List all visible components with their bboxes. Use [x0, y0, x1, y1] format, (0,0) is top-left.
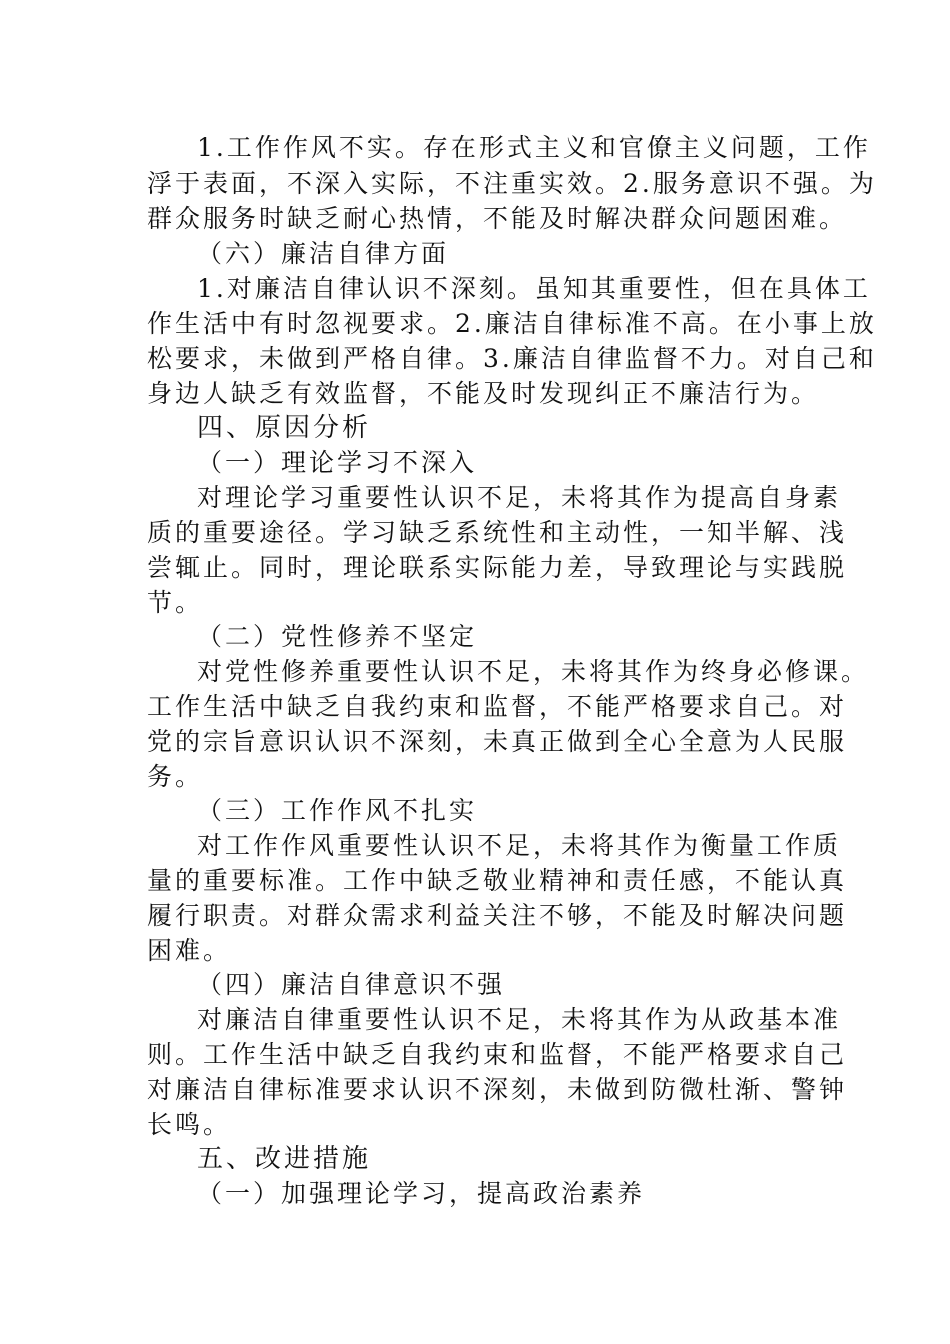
paragraph-line: 群众服务时缺乏耐心热情，不能及时解决群众问题困难。	[147, 204, 848, 233]
paragraph-line: 则。工作生活中缺乏自我约束和监督，不能严格要求自己	[147, 1040, 848, 1069]
section-heading: 五、改进措施	[197, 1144, 372, 1174]
paragraph-line: 1.对廉洁自律认识不深刻。虽知其重要性，但在具体工	[197, 274, 871, 303]
paragraph-line: 困难。	[147, 936, 232, 965]
paragraph-line: 党的宗旨意识认识不深刻，未真正做到全心全意为人民服	[147, 727, 848, 756]
paragraph-line: 对理论学习重要性认识不足，未将其作为提高自身素	[197, 483, 842, 512]
paragraph-line: 身边人缺乏有效监督，不能及时发现纠正不廉洁行为。	[147, 379, 820, 408]
subsection-heading: （一）理论学习不深入	[197, 448, 478, 477]
paragraph-line: 工作生活中缺乏自我约束和监督，不能严格要求自己。对	[147, 692, 848, 721]
subsection-heading: （一）加强理论学习，提高政治素养	[197, 1179, 646, 1208]
paragraph-line: 作生活中有时忽视要求。2.廉洁自律标准不高。在小事上放	[147, 309, 877, 338]
paragraph-line: 质的重要途径。学习缺乏系统性和主动性，一知半解、浅	[147, 518, 848, 547]
paragraph-line: 浮于表面，不深入实际，不注重实效。2.服务意识不强。为	[147, 169, 877, 198]
paragraph-line: 1.工作作风不实。存在形式主义和官僚主义问题，工作	[197, 133, 871, 162]
subsection-heading: （二）党性修养不坚定	[197, 622, 478, 651]
subsection-heading: （六）廉洁自律方面	[197, 239, 450, 268]
paragraph-line: 对廉洁自律重要性认识不足，未将其作为从政基本准	[197, 1005, 842, 1034]
paragraph-line: 量的重要标准。工作中缺乏敬业精神和责任感，不能认真	[147, 866, 848, 895]
paragraph-line: 尝辄止。同时，理论联系实际能力差，导致理论与实践脱	[147, 553, 848, 582]
subsection-heading: （四）廉洁自律意识不强	[197, 970, 506, 999]
paragraph-line: 履行职责。对群众需求利益关注不够，不能及时解决问题	[147, 901, 848, 930]
paragraph-line: 对党性修养重要性认识不足，未将其作为终身必修课。	[197, 657, 870, 686]
section-heading: 四、原因分析	[197, 413, 372, 443]
subsection-heading: （三）工作作风不扎实	[197, 796, 478, 825]
paragraph-line: 节。	[147, 588, 204, 617]
paragraph-line: 对工作作风重要性认识不足，未将其作为衡量工作质	[197, 831, 842, 860]
paragraph-line: 对廉洁自律标准要求认识不深刻，未做到防微杜渐、警钟	[147, 1075, 848, 1104]
paragraph-line: 长鸣。	[147, 1110, 232, 1139]
paragraph-line: 务。	[147, 762, 204, 791]
paragraph-line: 松要求，未做到严格自律。3.廉洁自律监督不力。对自己和	[147, 344, 877, 373]
